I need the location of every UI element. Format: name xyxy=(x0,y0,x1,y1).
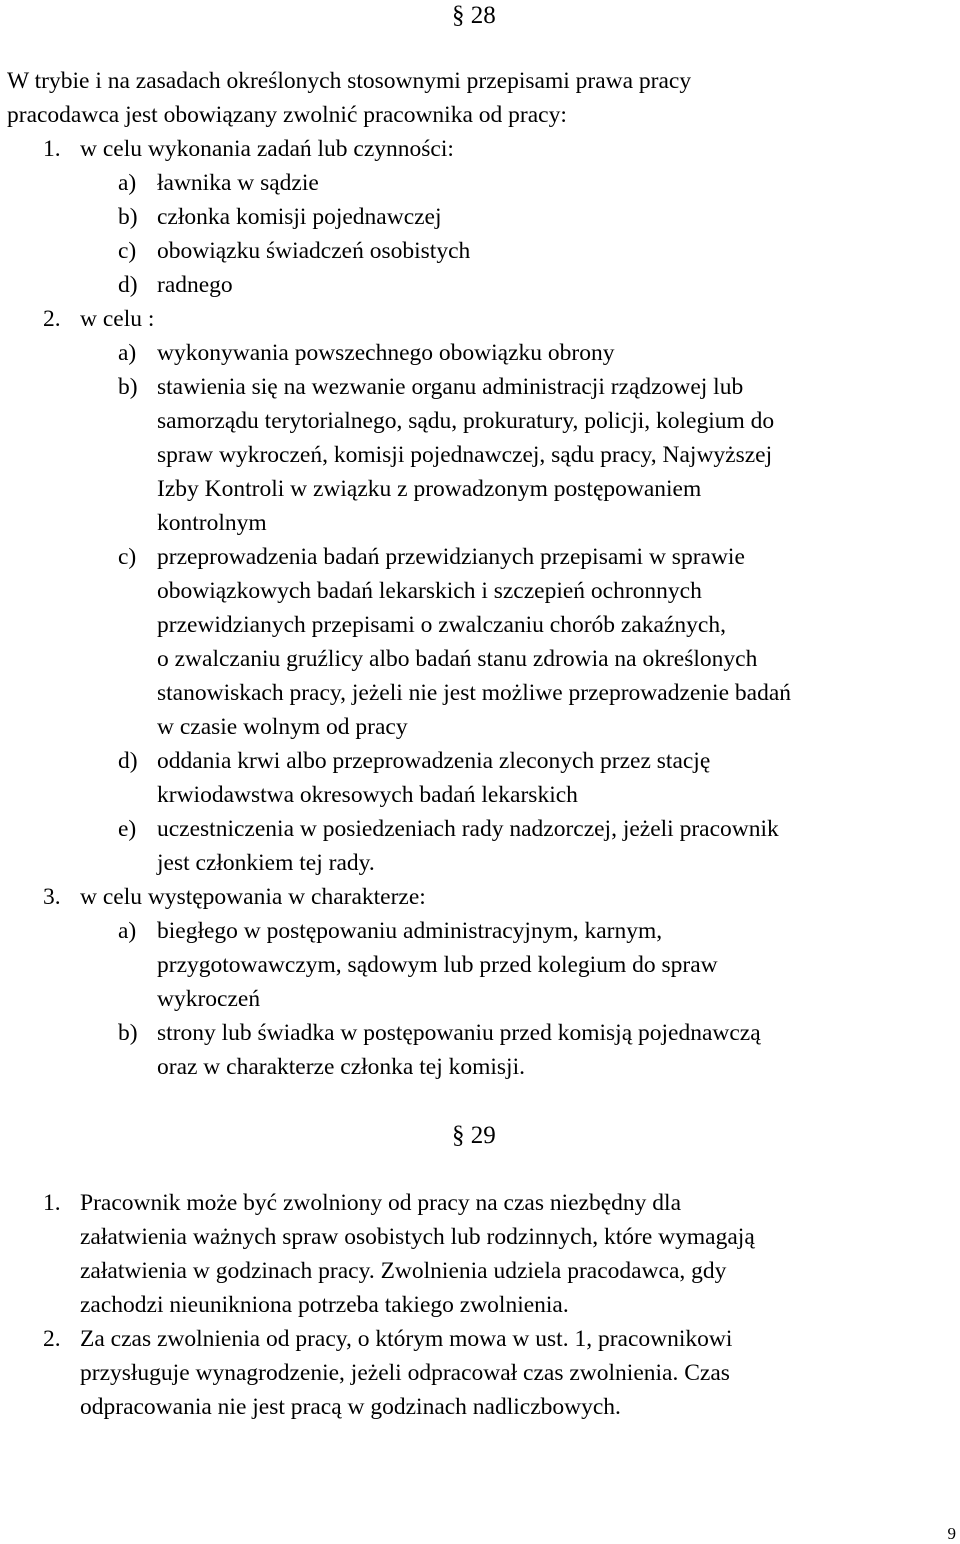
s29-item-2-line-1: Za czas zwolnienia od pracy, o którym mowa w ust. 1, pracownikowi xyxy=(80,1326,733,1352)
item-1a-letter: a) xyxy=(118,170,137,196)
item-3a-line-1: biegłego w postępowaniu administracyjnym, karnym, xyxy=(157,918,663,944)
item-1b-text: członka komisji pojednawczej xyxy=(157,204,442,230)
item-2b-line-3: spraw wykroczeń, komisji pojednawczej, sądu pracy, Najwyższej xyxy=(157,442,773,468)
s29-item-1-line-3: załatwienia w godzinach pracy. Zwolnienia udziela pracodawca, gdy xyxy=(80,1258,727,1284)
s29-item-1-line-4: zachodzi nieunikniona potrzeba takiego zwolnienia. xyxy=(80,1292,569,1318)
item-2b-letter: b) xyxy=(118,374,138,400)
intro-line-1: W trybie i na zasadach określonych stosownymi przepisami prawa pracy xyxy=(7,68,692,94)
item-2-number: 2. xyxy=(43,306,61,332)
section-29-heading: § 29 xyxy=(452,1122,496,1149)
s29-item-2-line-2: przysługuje wynagrodzenie, jeżeli odpracował czas zwolnienia. Czas xyxy=(80,1360,730,1386)
item-1-number: 1. xyxy=(43,136,61,162)
item-2c-line-4: o zwalczaniu gruźlicy albo badań stanu zdrowia na określonych xyxy=(157,646,758,672)
item-2b-line-5: kontrolnym xyxy=(157,510,267,536)
item-2a-text: wykonywania powszechnego obowiązku obrony xyxy=(157,340,615,366)
item-2d-letter: d) xyxy=(118,748,138,774)
item-2c-letter: c) xyxy=(118,544,137,570)
item-2b-line-1: stawienia się na wezwanie organu administracji rządzowej lub xyxy=(157,374,744,400)
section-28-heading: § 28 xyxy=(452,2,496,29)
item-1c-letter: c) xyxy=(118,238,137,264)
item-3a-line-2: przygotowawczym, sądowym lub przed kolegium do spraw xyxy=(157,952,718,978)
item-2d-line-2: krwiodawstwa okresowych badań lekarskich xyxy=(157,782,578,808)
item-3b-line-2: oraz w charakterze członka tej komisji. xyxy=(157,1054,525,1080)
item-2e-line-2: jest członkiem tej rady. xyxy=(157,850,375,876)
item-2c-line-6: w czasie wolnym od pracy xyxy=(157,714,408,740)
item-2e-line-1: uczestniczenia w posiedzeniach rady nadzorczej, jeżeli pracownik xyxy=(157,816,779,842)
item-2e-letter: e) xyxy=(118,816,137,842)
item-3a-line-3: wykroczeń xyxy=(157,986,261,1012)
s29-item-2-number: 2. xyxy=(43,1326,61,1352)
s29-item-1-line-1: Pracownik może być zwolniony od pracy na czas niezbędny dla xyxy=(80,1190,681,1216)
s29-item-2-line-3: odpracowania nie jest pracą w godzinach nadliczbowych. xyxy=(80,1394,621,1420)
item-1b-letter: b) xyxy=(118,204,138,230)
item-2b-line-2: samorządu terytorialnego, sądu, prokuratury, policji, kolegium do xyxy=(157,408,775,434)
item-3a-letter: a) xyxy=(118,918,137,944)
item-2c-line-2: obowiązkowych badań lekarskich i szczepień ochronnych xyxy=(157,578,702,604)
item-3b-letter: b) xyxy=(118,1020,138,1046)
item-1d-text: radnego xyxy=(157,272,233,298)
item-2-text: w celu : xyxy=(80,306,155,332)
item-3-text: w celu występowania w charakterze: xyxy=(80,884,426,910)
item-2a-letter: a) xyxy=(118,340,137,366)
s29-item-1-number: 1. xyxy=(43,1190,61,1216)
page-number: 9 xyxy=(947,1524,956,1543)
item-1d-letter: d) xyxy=(118,272,138,298)
item-2b-line-4: Izby Kontroli w związku z prowadzonym postępowaniem xyxy=(157,476,702,502)
item-2d-line-1: oddania krwi albo przeprowadzenia zleconych przez stację xyxy=(157,748,711,774)
item-1c-text: obowiązku świadczeń osobistych xyxy=(157,238,471,264)
s29-item-1-line-2: załatwienia ważnych spraw osobistych lub rodzinnych, które wymagają xyxy=(80,1224,755,1250)
item-2c-line-5: stanowiskach pracy, jeżeli nie jest możliwe przeprowadzenie badań xyxy=(157,680,792,706)
item-2c-line-3: przewidzianych przepisami o zwalczaniu chorób zakaźnych, xyxy=(157,612,726,638)
item-3-number: 3. xyxy=(43,884,61,910)
item-3b-line-1: strony lub świadka w postępowaniu przed komisją pojednawczą xyxy=(157,1020,761,1046)
intro-line-2: pracodawca jest obowiązany zwolnić pracownika od pracy: xyxy=(7,102,567,128)
item-1-text: w celu wykonania zadań lub czynności: xyxy=(80,136,454,162)
item-2c-line-1: przeprowadzenia badań przewidzianych przepisami w sprawie xyxy=(157,544,745,570)
item-1a-text: ławnika w sądzie xyxy=(157,170,319,196)
